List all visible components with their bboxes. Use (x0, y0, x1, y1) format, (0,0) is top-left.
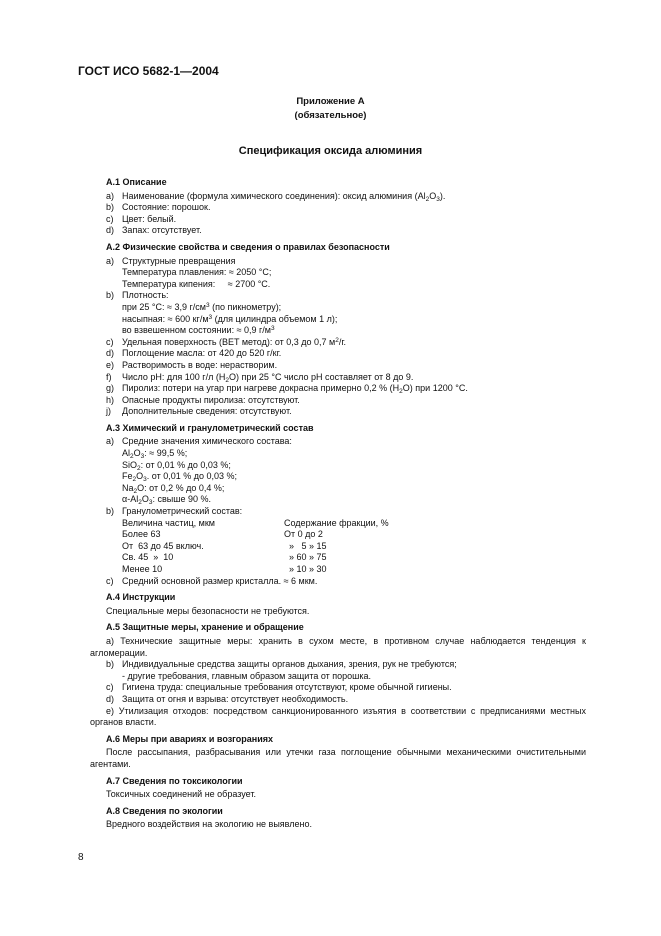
a7-text: Токсичных соединений не образует. (106, 789, 256, 800)
composition-alpha-al2o3: $\alpha-Al_2O_3$: свыше 90 %. (122, 494, 211, 507)
density-bulk: насыпная: ≈ 600 $кг/м^3$ (для цилиндра объемом 1 л); (122, 313, 338, 324)
a2-item-h: h) Опасные продукты пиролиза: отсутствуют. (106, 394, 300, 405)
a2-item-j: j) Дополнительные сведения: отсутствуют. (106, 406, 292, 417)
granulometry-row: Менее 10 » 10 » 30 (122, 564, 327, 574)
section-a7-title: А.7 Сведения по токсикологии (106, 775, 243, 786)
section-a8-title: А.8 Сведения по экологии (106, 805, 223, 816)
granulometry-row: От 63 до 45 включ. » 5 » 15 (122, 540, 327, 551)
a2-item-b: b) Плотность: (106, 290, 169, 301)
a5-item-a: а) Технические защитные меры: хранить в сухом месте, в противном случае наблюдается тенденция к агломерации. (90, 635, 586, 658)
a3-item-a: а) Средние значения химического состава: (106, 436, 292, 447)
a2-item-d: d) Поглощение масла: от 420 до 520 г/кг. (106, 348, 282, 359)
a5-item-c: с) Гигиена труда: специальные требования отсутствуют, кроме обычной гигиены. (106, 682, 452, 693)
a5-item-b-sub: - другие требования, главным образом защита от порошка. (122, 670, 372, 681)
a1-item-b: b) Состояние: порошок. (106, 202, 211, 213)
annex-title: Приложение А (296, 96, 365, 107)
a2-item-g: g) Пиролиз: потери на угар при нагреве докрасна примерно 0,2 % $(Н_2О)$ при 1200 °С. (106, 383, 468, 396)
section-a1-title: А.1 Описание (106, 177, 167, 187)
a6-text: После рассыпания, разбрасывания или утечки газа поглощение обычными механическими очистительными агентами. (90, 747, 586, 769)
a4-text: Специальные меры безопасности не требуются. (106, 605, 310, 616)
annex-type: (обязательное) (294, 110, 367, 121)
composition-fe2o3: $Fe_2O_3$. от 0,01 % до 0,03 %; (122, 471, 238, 484)
a8-text: Вредного воздействия на экологию не выявлено. (106, 819, 312, 830)
composition-na2o: $Na_2О$: от 0,2 % до 0,4 %; (122, 482, 225, 495)
document-header: ГОСТ ИСО 5682-1—2004 (78, 64, 219, 78)
document-title: Спецификация оксида алюминия (238, 145, 423, 157)
a1-item-d: d) Запах: отсутствует. (106, 225, 202, 236)
a5-item-e: е) Утилизация отходов: посредством санкционированного изъятия в соответствии с предписаниями местных органов власти. (90, 705, 586, 728)
section-a2-title: А.2 Физические свойства и сведения о правилах безопасности (106, 241, 390, 252)
section-a6-title: А.6 Меры при авариях и возгораниях (106, 733, 274, 744)
a5-item-d: d) Защита от огня и взрыва: отсутствует необходимость. (106, 693, 349, 704)
granulometry-header: Величина частиц, мкм Содержание фракции, % (122, 517, 389, 528)
a5-item-b: b) Индивидуальные средства защиты органов дыхания, зрения, рук не требуются; (106, 659, 457, 670)
page-number: 8 (78, 852, 84, 863)
section-a5-title: А.5 Защитные меры, хранение и обращение (106, 622, 304, 633)
a3-item-b: b) Гранулометрический состав: (106, 506, 243, 517)
granulometry-table (106, 518, 586, 576)
melting-point: Температура плавления: ≈ 2050 °С; (122, 267, 272, 278)
composition-sio2: SiO$_2$: от 0,01 % до 0,03 %; (122, 459, 231, 472)
composition-al2o3: $Al_2O_3$: ≈ 99,5 %; (122, 448, 188, 461)
section-a4-title: А.4 Инструкции (106, 592, 176, 603)
a2-item-f: f) Число рН: для 100 г/л $(Н_2О)$ при 25 °С число рН составляет от 8 до 9. (106, 371, 414, 384)
granulometry-row: Более 63 От 0 до 2 (122, 529, 323, 540)
density-pycnometer: при 25 °С: ≈ 3,9 $г/см^3$ (по пикнометру); (122, 301, 282, 312)
boiling-point: Температура кипения: ≈ 2700 °С. (122, 278, 271, 289)
a2-item-a: а) Структурные превращения (106, 255, 236, 266)
section-a3-title: А.3 Химический и гранулометрический состав (106, 422, 314, 433)
a1-item-a: а) Наименование (формула химического соединения): оксид алюминия $(Al_2O_3)$. (106, 190, 446, 203)
a2-item-c: с) Удельная поверхность (BET метод): от 0,3 до 0,7 $м^2/г$. (106, 336, 347, 347)
a2-item-e: е) Растворимость в воде: нерастворим. (106, 359, 278, 370)
a3-item-c: с) Средний основной размер кристалла. ≈ 6 мкм. (106, 575, 318, 586)
density-suspended: во взвешенном состоянии: ≈ 0,9 $г/м^3$ (122, 325, 275, 336)
a1-item-c: с) Цвет: белый. (106, 213, 177, 224)
document-body (90, 177, 586, 831)
granulometry-row: Св. 45 » 10 » 60 » 75 (122, 552, 327, 563)
